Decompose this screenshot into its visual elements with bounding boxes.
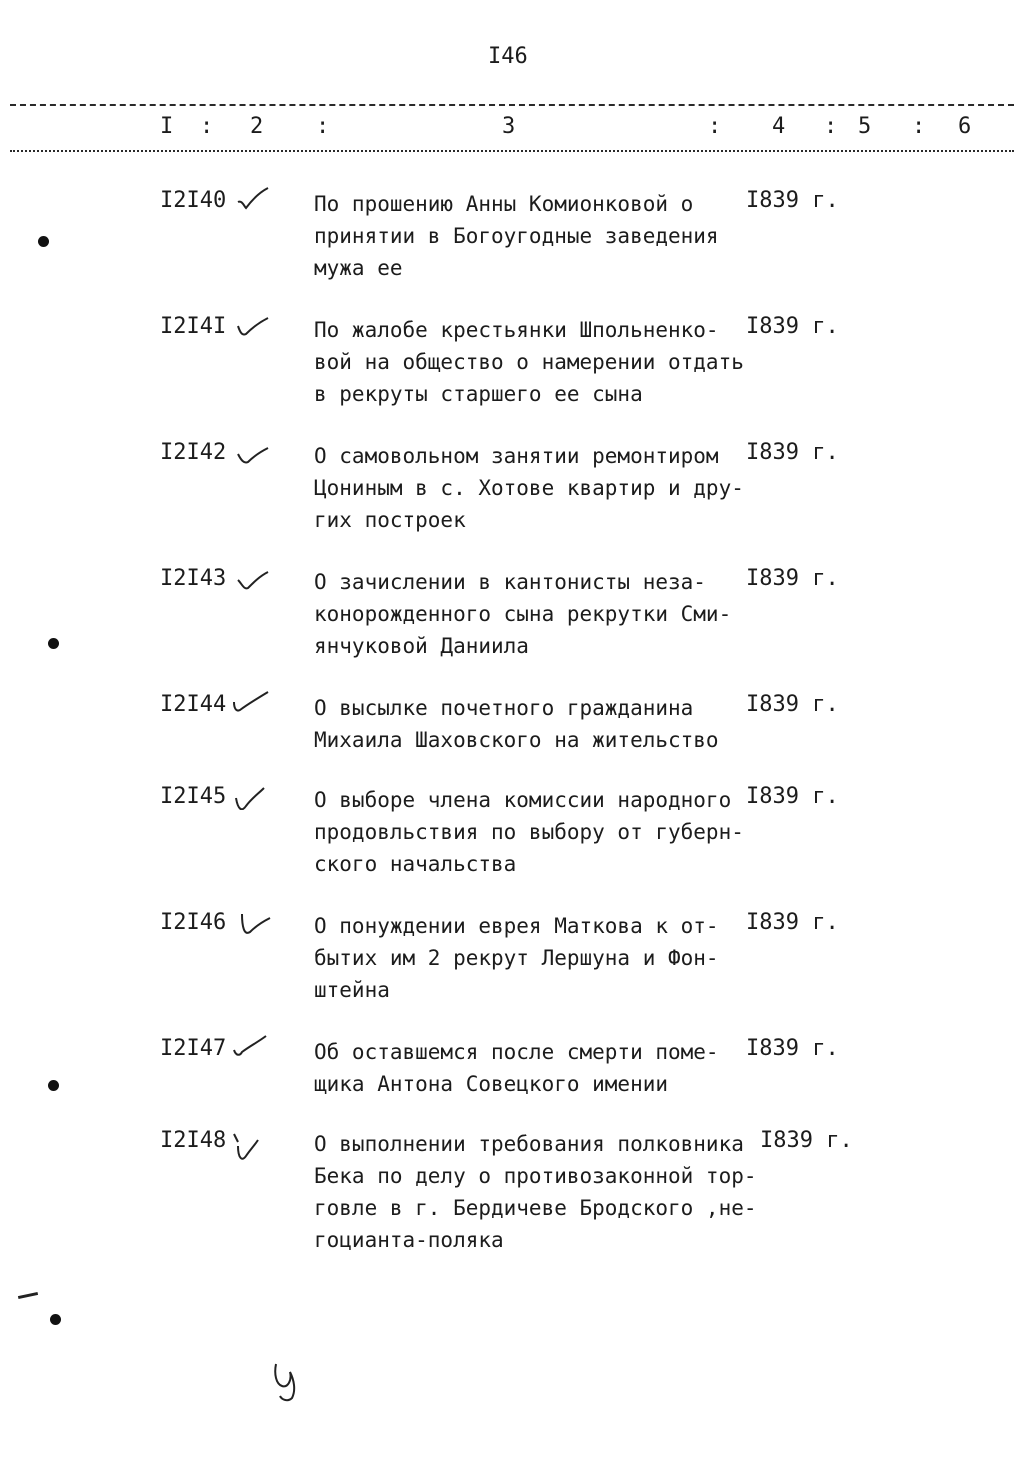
entry-description — [314, 1036, 744, 1100]
checkmark-icon — [232, 184, 272, 214]
entry-number: I2I40 — [160, 188, 227, 213]
column-separator: : — [912, 114, 926, 139]
entry-description — [314, 692, 744, 756]
entry-description-line: мужа ее — [314, 256, 403, 280]
column-header-5: 5 — [858, 114, 872, 139]
entry-description-line: По прошению Анны Комионковой о — [314, 192, 694, 216]
header-bottom-rule — [10, 150, 1014, 152]
entry-description-line: О самовольном занятии ремонтиром — [314, 444, 719, 468]
page-number: I46 — [488, 44, 528, 69]
column-header-1: I — [160, 114, 174, 139]
column-header-3: 3 — [502, 114, 516, 139]
checkmark-icon — [232, 780, 272, 810]
entry-description-line: конорожденного сына рекрутки Сми- — [314, 602, 732, 626]
entry-number: I2I46 — [160, 910, 227, 935]
entry-year: I839 г. — [746, 566, 839, 591]
header-top-rule — [10, 104, 1014, 106]
column-header-4: 4 — [772, 114, 786, 139]
entry-description-line: говле в г. Бердичеве Бродского ,не- — [314, 1196, 757, 1220]
entry-description-line: продовльствия по выбору от губерн- — [314, 820, 744, 844]
entry-description — [314, 314, 744, 410]
punch-hole-icon — [38, 236, 49, 247]
entry-description-line: гих построек — [314, 508, 466, 532]
checkmark-icon — [232, 562, 272, 592]
entry-description-line: бытих им 2 рекрут Лершуна и Фон- — [314, 946, 719, 970]
entry-number: I2I45 — [160, 784, 227, 809]
column-separator: : — [708, 114, 722, 139]
column-separator: : — [200, 114, 214, 139]
entry-description-line: Цониным в с. Хотове квартир и дру- — [314, 476, 744, 500]
entry-description-line: гоцианта-поляка — [314, 1228, 504, 1252]
punch-hole-icon — [50, 1314, 61, 1325]
entry-description — [314, 784, 744, 880]
entry-year: I839 г. — [746, 440, 839, 465]
entry-description-line: Об оставшемся после смерти поме- — [314, 1040, 719, 1064]
column-header-2: 2 — [250, 114, 264, 139]
column-header-6: 6 — [958, 114, 972, 139]
entry-year: I839 г. — [746, 784, 839, 809]
entry-description — [314, 440, 744, 536]
entry-description — [314, 1128, 757, 1256]
punch-hole-icon — [48, 1080, 59, 1091]
entry-description-line: ского начальства — [314, 852, 517, 876]
entry-description-line: щика Антона Совецкого имении — [314, 1072, 669, 1096]
entry-description — [314, 910, 744, 1006]
entry-description — [314, 566, 744, 662]
entry-description-line: янчуковой Даниила — [314, 634, 529, 658]
entry-description-line: Михаила Шаховского на жительство — [314, 728, 719, 752]
entry-year: I839 г. — [746, 910, 839, 935]
entry-description-line: О понуждении еврея Маткова к от- — [314, 914, 719, 938]
entry-description-line: О выполнении требования полковника — [314, 1132, 744, 1156]
checkmark-icon — [232, 1032, 272, 1062]
entry-description-line: штейна — [314, 978, 390, 1002]
entry-year: I839 г. — [746, 692, 839, 717]
entry-year: I839 г. — [746, 1036, 839, 1061]
entry-number: I2I42 — [160, 440, 227, 465]
entry-description-line: По жалобе крестьянки Шпольненко- — [314, 318, 719, 342]
entry-description-line: вой на общество о намерении отдать — [314, 350, 744, 374]
entry-number: I2I43 — [160, 566, 227, 591]
entry-description — [314, 188, 744, 284]
entry-description-line: Бека по делу о противозаконной тор- — [314, 1164, 757, 1188]
entry-number: I2I44 — [160, 692, 227, 717]
entry-description-line: принятии в Богоугодные заведения — [314, 224, 719, 248]
checkmark-icon — [232, 906, 272, 936]
column-separator: : — [316, 114, 330, 139]
entry-year: I839 г. — [746, 314, 839, 339]
margin-mark — [18, 1292, 38, 1299]
punch-hole-icon — [48, 638, 59, 649]
checkmark-icon — [232, 436, 272, 466]
entry-description-line: О выборе члена комиссии народного — [314, 788, 732, 812]
column-separator: : — [824, 114, 838, 139]
handwritten-mark-icon — [270, 1360, 306, 1404]
entry-number: I2I47 — [160, 1036, 227, 1061]
entry-year: I839 г. — [746, 188, 839, 213]
checkmark-icon — [232, 688, 272, 718]
entry-description-line: О высылке почетного гражданина — [314, 696, 694, 720]
entry-number: I2I48 — [160, 1128, 227, 1153]
entry-number: I2I4I — [160, 314, 227, 339]
entry-description-line: в рекруты старшего ее сына — [314, 382, 643, 406]
entry-description-line: О зачислении в кантонисты неза- — [314, 570, 706, 594]
checkmark-icon — [232, 310, 272, 340]
checkmark-icon — [232, 1124, 272, 1164]
entry-year: I839 г. — [760, 1128, 853, 1153]
